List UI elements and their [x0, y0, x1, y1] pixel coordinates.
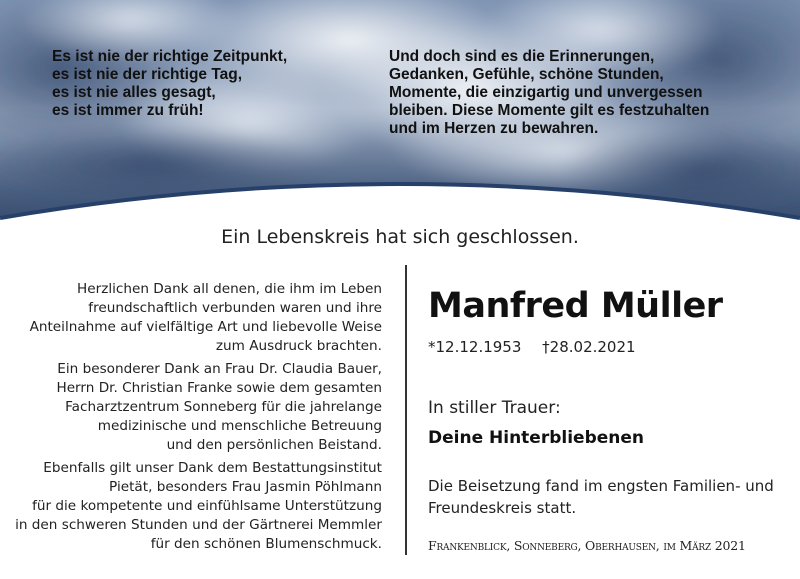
deceased-name: Manfred Müller — [428, 286, 723, 326]
thanks-paragraph — [2, 280, 382, 356]
life-dates — [428, 338, 636, 356]
thanks-line: und den persönlichen Beistand. — [166, 437, 382, 453]
place-and-date: Frankenblick, Sonneberg, Oberhausen, im März 2021 — [428, 538, 746, 553]
quote-line: Es ist nie der richtige Zeitpunkt, — [52, 48, 288, 65]
quote-line: Gedanken, Gefühle, schöne Stunden, — [389, 66, 664, 83]
quote-line: Momente, die einzigartig und unvergessen — [389, 84, 703, 101]
mourning-label: In stiller Trauer: — [428, 398, 561, 418]
thanks-line: Ein besonderer Dank an Frau Dr. Claudia Bauer, — [57, 361, 382, 377]
mourners: Deine Hinterbliebenen — [428, 428, 645, 448]
vertical-divider — [405, 265, 407, 555]
birth-date: *12.12.1953 — [428, 338, 522, 356]
quote-line: es ist immer zu früh! — [52, 102, 204, 119]
funeral-note-line: Freundeskreis statt. — [428, 499, 577, 517]
thanks-line: Herzlichen Dank all denen, die ihm im Leben — [77, 281, 382, 297]
thanks-line: freundschaftlich verbunden waren und ihre — [88, 300, 382, 316]
quote-line: es ist nie der richtige Tag, — [52, 66, 243, 83]
thanks-line: Herrn Dr. Christian Franke sowie dem gesamten — [56, 380, 382, 396]
quote-line: bleiben. Diese Momente gilt es festzuhalten — [389, 102, 710, 119]
thanks-line: Facharztzentrum Sonneberg für die jahrelange — [65, 399, 382, 415]
thanks-line: medizinische und menschliche Betreuung — [97, 418, 382, 434]
quote-line: es ist nie alles gesagt, — [52, 84, 216, 101]
quote-right — [389, 48, 789, 138]
quote-line: und im Herzen zu bewahren. — [389, 120, 599, 137]
thanks-line: Anteilnahme auf vielfältige Art und liebevolle Weise — [29, 319, 382, 335]
quote-left — [52, 48, 352, 120]
funeral-note — [428, 475, 774, 519]
thanks-line: Ebenfalls gilt unser Dank dem Bestattungsinstitut — [43, 460, 382, 476]
thanks-line: zum Ausdruck brachten. — [215, 338, 382, 354]
quote-line: Und doch sind es die Erinnerungen, — [389, 48, 655, 65]
death-date: †28.02.2021 — [542, 338, 636, 356]
thanks-line: in den schweren Stunden und der Gärtnerei Memmler — [15, 517, 382, 533]
thanks-text — [2, 280, 382, 558]
funeral-note-line: Die Beisetzung fand im engsten Familien- und — [428, 477, 774, 495]
thanks-paragraph — [2, 459, 382, 554]
thanks-line: Pietät, besonders Frau Jasmin Pöhlmann — [109, 479, 382, 495]
thanks-paragraph — [2, 360, 382, 455]
thanks-line: für den schönen Blumenschmuck. — [150, 536, 382, 552]
thanks-line: für die kompetente und einfühlsame Unterstützung — [32, 498, 382, 514]
headline: Ein Lebenskreis hat sich geschlossen. — [221, 226, 579, 248]
